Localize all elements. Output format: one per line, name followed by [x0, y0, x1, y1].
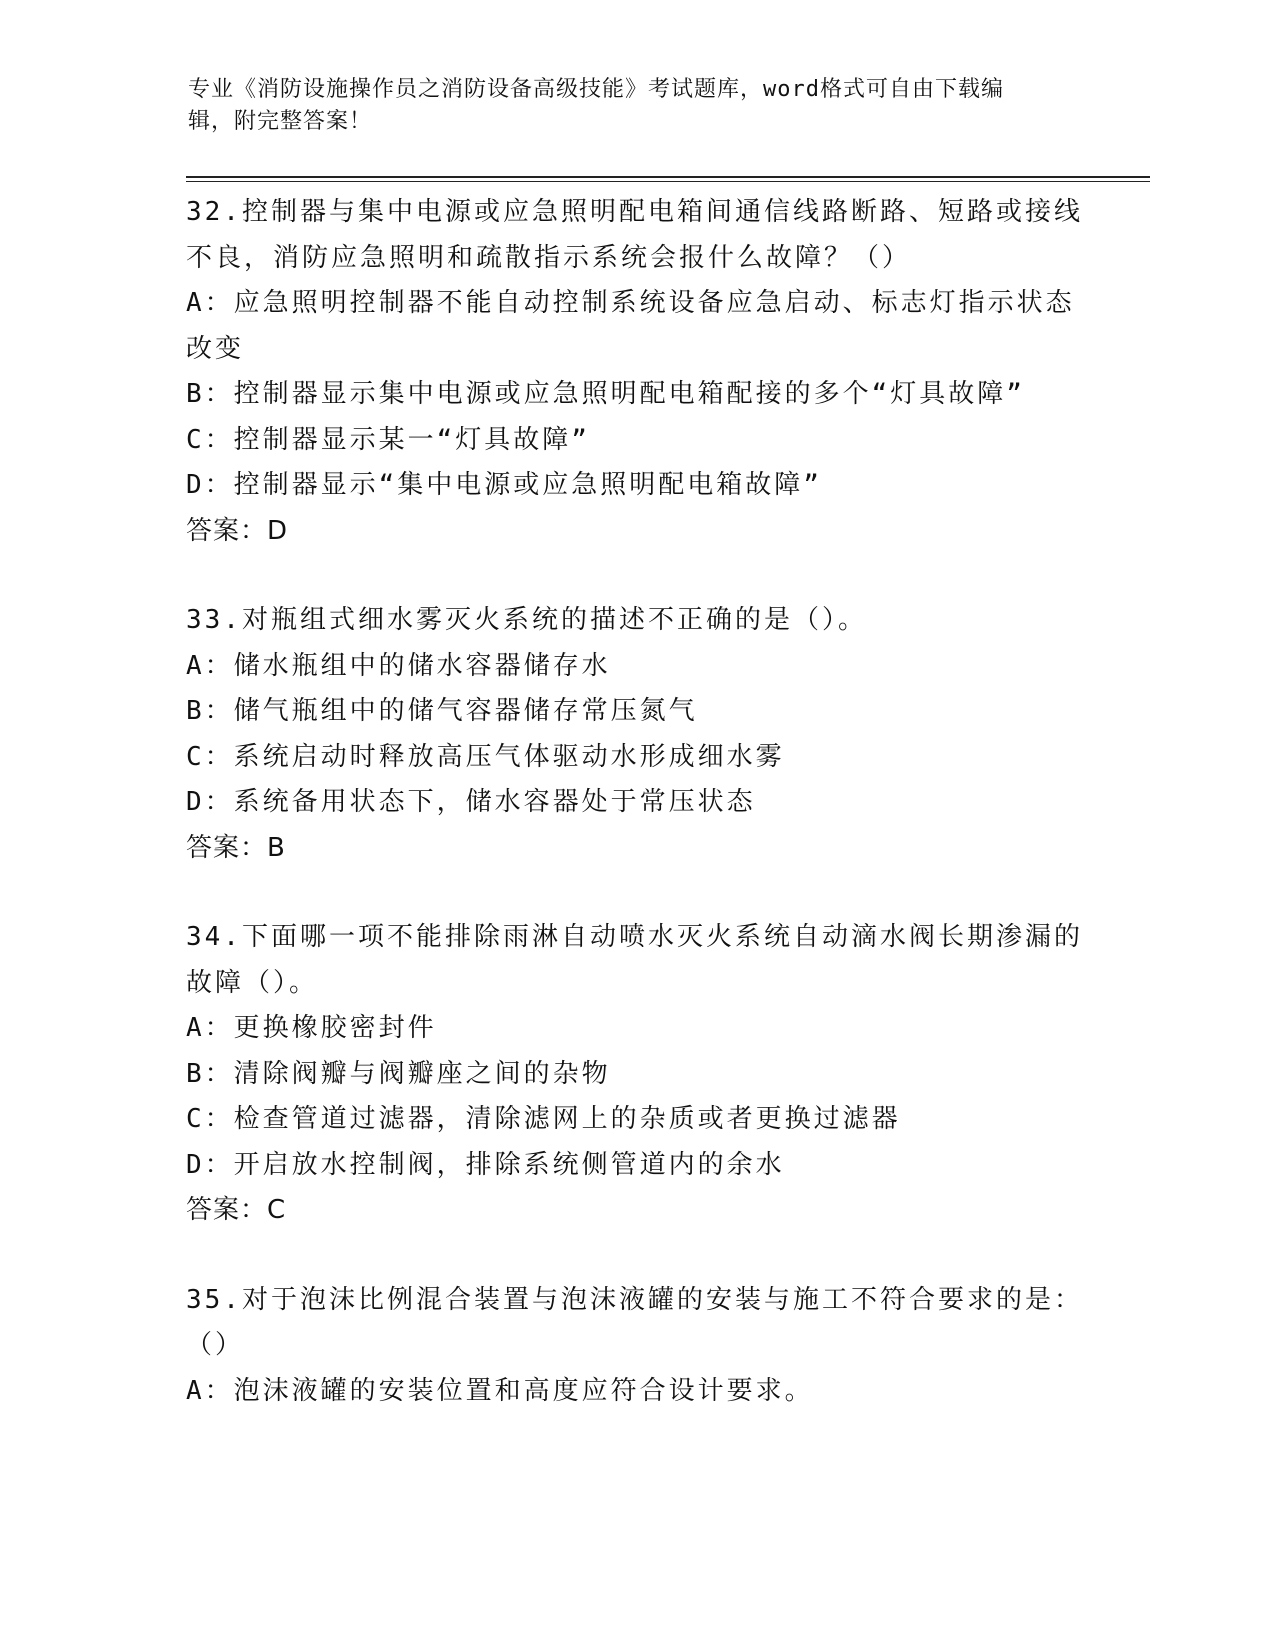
question-34: [186, 915, 1086, 1234]
option-a: A：更换橡胶密封件: [186, 1013, 437, 1043]
question-list: [186, 190, 1086, 1458]
document-header: [188, 74, 1088, 138]
question-32: [186, 190, 1086, 554]
header-divider-thin: [186, 181, 1150, 182]
option-d: D：控制器显示“集中电源或应急照明配电箱故障”: [186, 470, 822, 500]
header-line-2: 辑，附完整答案！: [188, 109, 373, 134]
option-b: B：控制器显示集中电源或应急照明配电箱配接的多个“灯具故障”: [186, 379, 1025, 409]
option-b: B：清除阀瓣与阀瓣座之间的杂物: [186, 1058, 611, 1089]
option-a: A：应急照明控制器不能自动控制系统设备应急启动、标志灯指示状态: [186, 288, 1075, 318]
header-divider-thick: [186, 176, 1150, 178]
answer-label: 答案：D: [186, 515, 289, 546]
option-c: C：系统启动时释放高压气体驱动水形成细水雾: [186, 741, 785, 772]
question-stem-line: 33.对瓶组式细水雾灭火系统的描述不正确的是（）。: [186, 605, 867, 635]
question-stem-line: 35.对于泡沫比例混合装置与泡沫液罐的安装与施工不符合要求的是：: [186, 1284, 1083, 1315]
question-stem-line: 34.下面哪一项不能排除雨淋自动喷水灭火系统自动滴水阀长期渗漏的: [186, 922, 1083, 952]
question-35: [186, 1278, 1086, 1415]
question-stem-line: 32.控制器与集中电源或应急照明配电箱间通信线路断路、短路或接线: [186, 197, 1083, 227]
question-stem-line: 不良，消防应急照明和疏散指示系统会报什么故障？（）: [186, 242, 912, 273]
question-stem-line: 故障（）。: [186, 967, 319, 998]
option-a: A：储水瓶组中的储水容器储存水: [186, 650, 611, 681]
question-stem-line: （）: [186, 1330, 245, 1360]
option-c: C：控制器显示某一“灯具故障”: [186, 424, 590, 455]
answer-label: 答案：C: [186, 1195, 287, 1225]
option-a: A：泡沫液罐的安装位置和高度应符合设计要求。: [186, 1375, 814, 1406]
question-33: [186, 598, 1086, 871]
option-c: C：检查管道过滤器，清除滤网上的杂质或者更换过滤器: [186, 1104, 901, 1134]
option-d: D：系统备用状态下，储水容器处于常压状态: [186, 787, 756, 817]
header-line-1: 专业《消防设施操作员之消防设备高级技能》考试题库，word格式可自由下载编: [188, 77, 1004, 102]
option-b: B：储气瓶组中的储气容器储存常压氮气: [186, 696, 698, 726]
option-d: D：开启放水控制阀，排除系统侧管道内的余水: [186, 1149, 785, 1180]
option-a-continued: 改变: [186, 333, 245, 364]
answer-label: 答案：B: [186, 832, 286, 863]
